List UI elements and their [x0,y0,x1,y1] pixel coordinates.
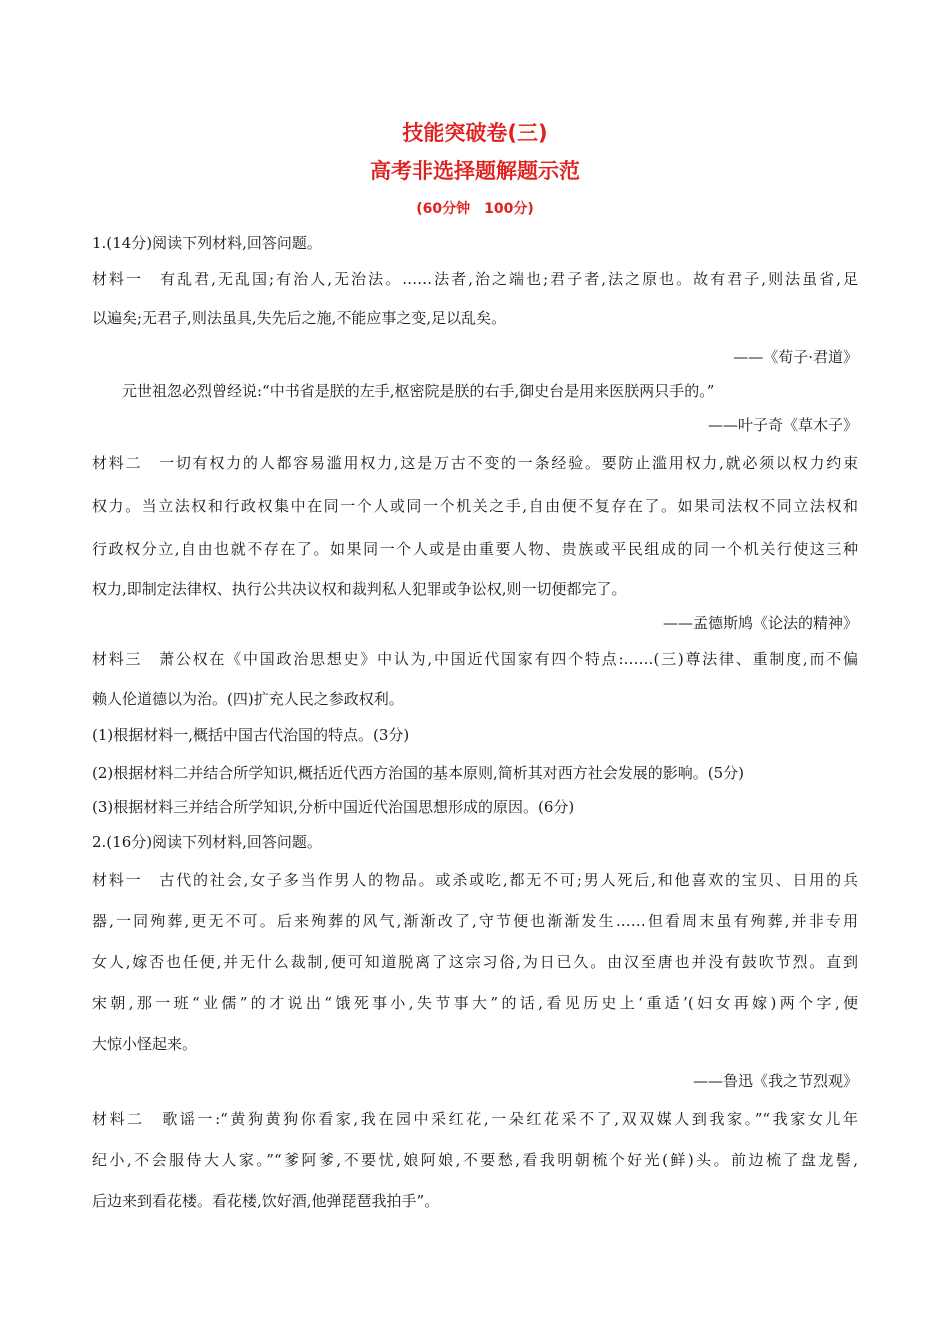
q2-intro: 2.(16分)阅读下列材料,回答问题。 [92,833,322,851]
doc-time-score: (60分钟 100分) [416,201,534,217]
q2-material1-line2: 器,一同殉葬,更无不可。后来殉葬的风气,渐渐改了,守节便也渐渐发生……但看周末虽有殉葬,并非专用 [92,912,858,930]
q1-material1-source: ——《荀子·君道》 [733,348,858,366]
q1-subquestion-3: (3)根据材料三并结合所学知识,分析中国近代治国思想形成的原因。(6分) [92,798,575,816]
q1-subquestion-1: (1)根据材料一,概括中国古代治国的特点。(3分) [92,726,410,744]
q2-material2-line1: 材料二 歌谣一:“黄狗黄狗你看家,我在园中采红花,一朵红花采不了,双双媒人到我家。”“我家女儿年 [92,1110,858,1128]
q1-material2-line3: 行政权分立,自由也就不存在了。如果同一个人或是由重要人物、贵族或平民组成的同一个机关行使这三种 [92,540,858,558]
q1-material1-line1: 材料一 有乱君,无乱国;有治人,无治法。……法者,治之端也;君子者,法之原也。故有君子,则法虽省,足 [92,270,858,288]
q1-material1-quote: 元世祖忽必烈曾经说:“中书省是朕的左手,枢密院是朕的右手,御史台是用来医朕两只手的。” [122,382,715,400]
doc-subtitle: 高考非选择题解题示范 [370,159,580,183]
q1-material2-line2: 权力。当立法权和行政权集中在同一个人或同一个机关之手,自由便不复存在了。如果司法权不同立法权和 [92,497,858,515]
q1-material1-quote-source: ——叶子奇《草木子》 [707,416,858,434]
q1-material2-line1: 材料二 一切有权力的人都容易滥用权力,这是万古不变的一条经验。要防止滥用权力,就必须以权力约束 [92,454,858,472]
q2-material2-line3: 后边来到看花楼。看花楼,饮好酒,他弹琵琶我拍手”。 [92,1192,440,1210]
q2-material2-line2: 纪小,不会服侍大人家。”“爹阿爹,不要忧,娘阿娘,不要愁,看我明朝梳个好光(鲜)头。前边梳了盘龙髻, [92,1151,858,1169]
q2-material1-line3: 女人,嫁否也任便,并无什么裁制,便可知道脱离了这宗习俗,为日已久。由汉至唐也并没有鼓吹节烈。直到 [92,953,858,971]
q2-material1-source: ——鲁迅《我之节烈观》 [692,1072,858,1090]
q1-subquestion-2: (2)根据材料二并结合所学知识,概括近代西方治国的基本原则,简析其对西方社会发展的影响。(5分) [92,764,745,782]
q2-material1-line4: 宋朝,那一班“业儒”的才说出“饿死事小,失节事大”的话,看见历史上‘重适’(妇女再嫁)两个字,便 [92,994,858,1012]
q1-material3-line1: 材料三 萧公权在《中国政治思想史》中认为,中国近代国家有四个特点:……(三)尊法律、重制度,而不偏 [92,650,858,668]
q2-material1-line1: 材料一 古代的社会,女子多当作男人的物品。或杀或吃,都无不可;男人死后,和他喜欢的宝贝、日用的兵 [92,871,858,889]
doc-title: 技能突破卷(三) [402,121,548,145]
q2-material1-line5: 大惊小怪起来。 [92,1035,198,1053]
q1-material2-source: ——孟德斯鸠《论法的精神》 [662,614,858,632]
q1-material1-line2: 以遍矣;无君子,则法虽具,失先后之施,不能应事之变,足以乱矣。 [92,309,507,327]
q1-intro: 1.(14分)阅读下列材料,回答问题。 [92,234,322,252]
q1-material2-line4: 权力,即制定法律权、执行公共决议权和裁判私人犯罪或争讼权,则一切便都完了。 [92,580,627,598]
q1-material3-line2: 赖人伦道德以为治。(四)扩充人民之参政权利。 [92,690,404,708]
